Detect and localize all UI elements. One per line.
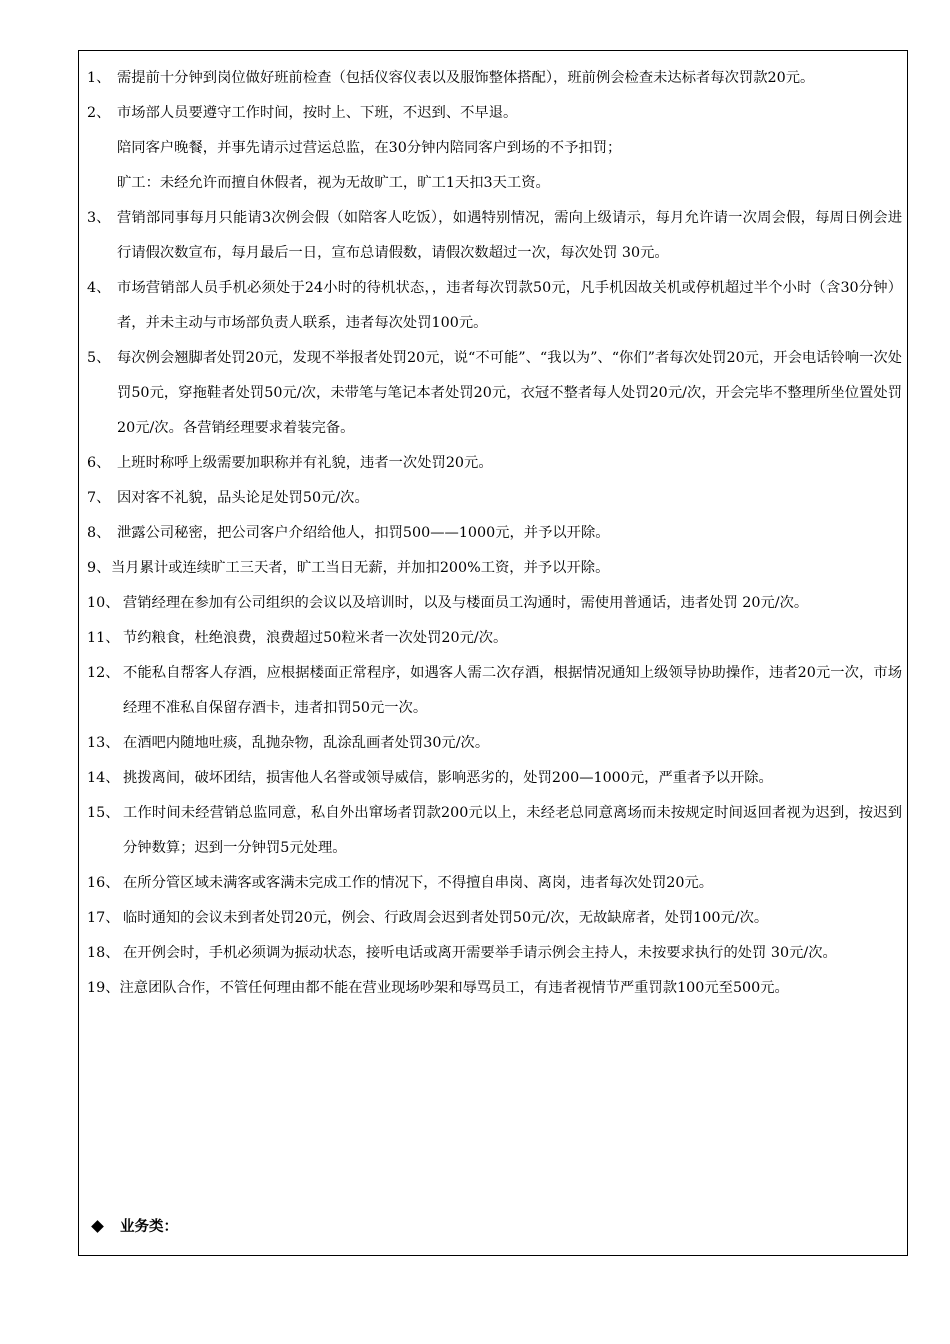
- rule-text: 市场营销部人员手机必须处于24小时的待机状态，，违者每次罚款50元，凡手机因故关机或停机超过半个小时（含30分钟）者，并未主动与市场部负责人联系，违者每次处罚100元。: [117, 280, 902, 331]
- rule-number: 10、: [87, 595, 120, 611]
- rule-text: 在开例会时，手机必须调为振动状态，接听电话或离开需要举手请示例会主持人，未按要求执行的处罚 30元/次。: [123, 945, 837, 961]
- rule-text: 上班时称呼上级需要加职称并有礼貌，违者一次处罚20元。: [117, 455, 493, 471]
- rule-text: 工作时间未经营销总监同意，私自外出窜场者罚款200元以上，未经老总同意离场而未按规定时间返回者视为迟到，按迟到分钟数算；迟到一分钟罚5元处理。: [123, 805, 902, 856]
- rule-text: 注意团队合作，不管任何理由都不能在营业现场吵架和辱骂员工，有违者视情节严重罚款100元至500元。: [119, 980, 789, 996]
- rule-number: 11、: [87, 630, 120, 646]
- rule-19: [87, 971, 902, 1006]
- rule-text: 临时通知的会议未到者处罚20元，例会、行政周会迟到者处罚50元/次，无故缺席者，处罚100元/次。: [123, 910, 769, 926]
- section-heading: [93, 1209, 178, 1244]
- rule-number: 14、: [87, 770, 120, 786]
- rules-table-cell: [78, 50, 908, 1256]
- rule-number: 16、: [87, 875, 120, 891]
- rule-13: [87, 726, 902, 761]
- rule-text: 在酒吧内随地吐痰，乱抛杂物，乱涂乱画者处罚30元/次。: [123, 735, 490, 751]
- rule-6: [87, 446, 902, 481]
- rule-text: 营销经理在参加有公司组织的会议以及培训时，以及与楼面员工沟通时，需使用普通话，违者处罚 20元/次。: [123, 595, 809, 611]
- rule-18: [87, 936, 902, 971]
- rule-14: [87, 761, 902, 796]
- rule-text: 在所分管区域未满客或客满未完成工作的情况下，不得擅自串岗、离岗，违者每次处罚20元。: [123, 875, 714, 891]
- rule-number: 8、: [87, 525, 111, 541]
- penalty-rules-list: [87, 61, 902, 1006]
- rule-15: [87, 796, 902, 866]
- rule-number: 1、: [87, 70, 111, 86]
- rule-text: 不能私自帮客人存酒，应根据楼面正常程序，如遇客人需二次存酒，根据情况通知上级领导协助操作，违者20元一次，市场经理不准私自保留存酒卡，违者扣罚50元一次。: [123, 665, 902, 716]
- rule-7: [87, 481, 902, 516]
- rule-text: 需提前十分钟到岗位做好班前检查（包括仪容仪表以及服饰整体搭配），班前例会检查未达标者每次罚款20元。: [117, 70, 815, 86]
- rule-number: 3、: [87, 210, 111, 226]
- rule-text: 营销部同事每月只能请3次例会假（如陪客人吃饭），如遇特别情况，需向上级请示，每月允许请一次周会假，每周日例会进行请假次数宣布，每月最后一日，宣布总请假数，请假次数超过一次，每次处罚 30元。: [117, 210, 902, 261]
- rule-11: [87, 621, 902, 656]
- rule-text: 市场部人员要遵守工作时间，按时上、下班，不迟到、不早退。: [117, 105, 518, 121]
- rule-1: [87, 61, 902, 96]
- rule-number: 2、: [87, 105, 111, 121]
- rule-2: [87, 96, 902, 201]
- rule-5: [87, 341, 902, 446]
- rule-9: [87, 551, 902, 586]
- rule-16: [87, 866, 902, 901]
- rule-number: 7、: [87, 490, 111, 506]
- rule-number: 18、: [87, 945, 120, 961]
- rule-text: 泄露公司秘密，把公司客户介绍给他人，扣罚500——1000元，并予以开除。: [117, 525, 610, 541]
- rule-number: 5、: [87, 350, 111, 366]
- rule-text: 节约粮食，杜绝浪费，浪费超过50粒米者一次处罚20元/次。: [123, 630, 508, 646]
- rule-number: 13、: [87, 735, 120, 751]
- rule-3: [87, 201, 902, 271]
- rule-number: 12、: [87, 665, 120, 681]
- rule-number: 19、: [87, 980, 120, 996]
- diamond-bullet-icon: [91, 1220, 104, 1233]
- rule-text: 挑拨离间，破坏团结，损害他人名誉或领导威信，影响恶劣的，处罚200—1000元，严重者予以开除。: [123, 770, 773, 786]
- rule-subline: 旷工：未经允许而擅自休假者，视为无故旷工，旷工1天扣3天工资。: [117, 175, 550, 191]
- rule-10: [87, 586, 902, 621]
- rule-4: [87, 271, 902, 341]
- rule-text: 因对客不礼貌，品头论足处罚50元/次。: [117, 490, 369, 506]
- rule-number: 15、: [87, 805, 120, 821]
- rule-number: 17、: [87, 910, 120, 926]
- rule-text: 每次例会翘脚者处罚20元，发现不举报者处罚20元，说“不可能”、“我以为”、“你们”者每次处罚20元，开会电话铃响一次处罚50元，穿拖鞋者处罚50元/次，未带笔与笔记本者处罚20元，衣冠不整者每人处罚20元/次，开会完毕不整理所坐位置处罚20元/次。各营销经理要求着装完备。: [117, 350, 902, 436]
- rule-12: [87, 656, 902, 726]
- rule-text: 当月累计或连续旷工三天者，旷工当日无薪，并加扣200%工资，并予以开除。: [111, 560, 610, 576]
- section-title: 业务类：: [120, 1218, 178, 1235]
- rule-number: 6、: [87, 455, 111, 471]
- rule-number: 4、: [87, 280, 111, 296]
- rule-17: [87, 901, 902, 936]
- rule-number: 9、: [87, 560, 111, 576]
- rule-subline: 陪同客户晚餐，并事先请示过营运总监，在30分钟内陪同客户到场的不予扣罚；: [117, 140, 622, 156]
- rule-8: [87, 516, 902, 551]
